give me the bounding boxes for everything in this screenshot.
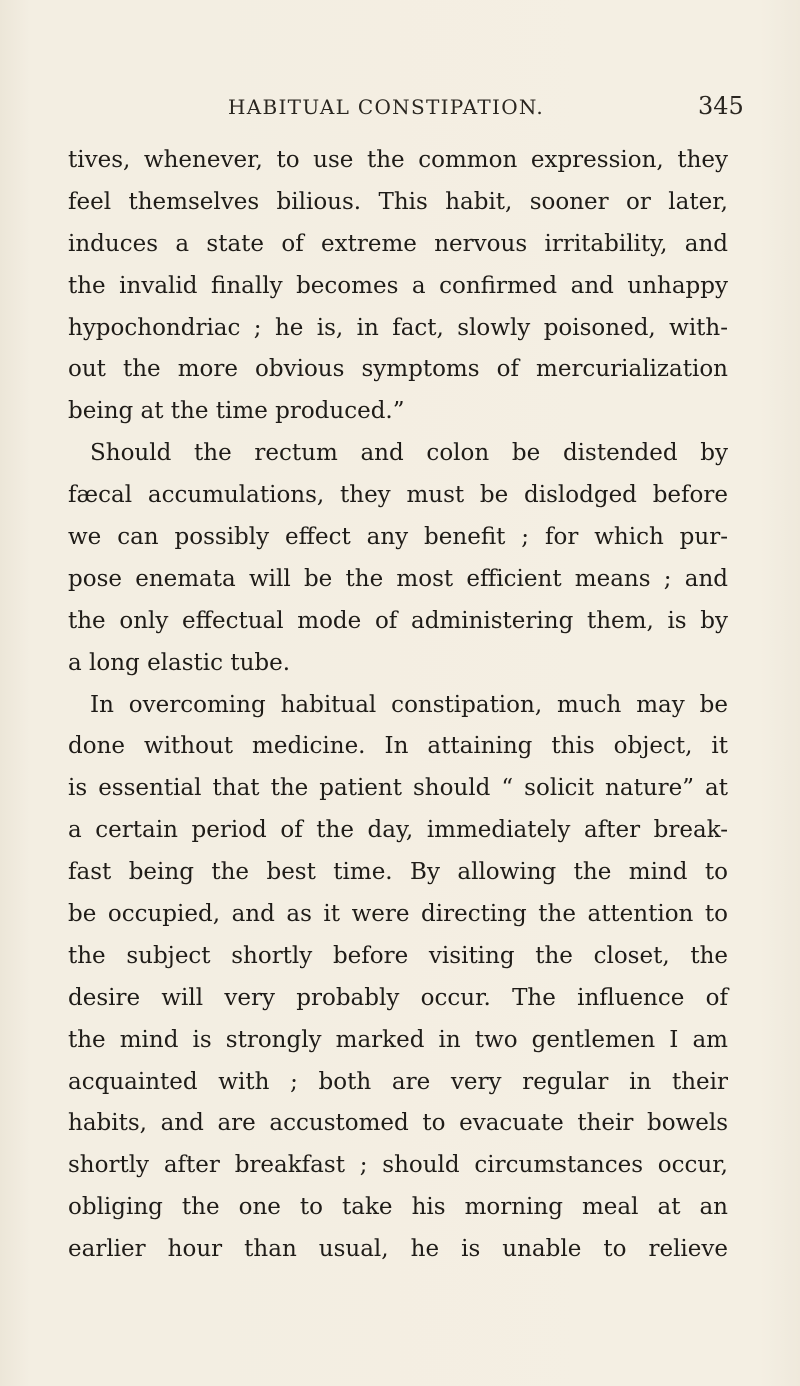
text-line: is essential that the patient should “ solicit nature” at (68, 775, 728, 802)
text-line: the subject shortly before visiting the closet, the (68, 942, 728, 969)
text-line: induces a state of extreme nervous irritability, and (68, 230, 728, 257)
text-line: being at the time produced.” (68, 398, 405, 425)
body-text (68, 140, 728, 1271)
text-line: a long elastic tube. (68, 649, 291, 676)
text-line: done without medicine. In attaining this object, it (68, 733, 728, 760)
text-line: the invalid finally becomes a confirmed and unhappy (68, 272, 728, 299)
text-line: hypochondriac ; he is, in fact, slowly poisoned, with- (68, 314, 728, 341)
text-line: a certain period of the day, immediately after break- (68, 817, 728, 844)
text-line: earlier hour than usual, he is unable to relieve (68, 1236, 728, 1263)
text-line: habits, and are accustomed to evacuate their bowels (68, 1110, 728, 1137)
text-line: the only effectual mode of administering them, is by (68, 607, 728, 634)
page-number: 345 (698, 92, 744, 120)
text-line: shortly after breakfast ; should circumstances occur, (68, 1152, 728, 1179)
text-line: we can possibly effect any benefit ; for which pur- (68, 524, 728, 551)
text-line: out the more obvious symptoms of mercurialization (68, 356, 728, 383)
text-line: acquainted with ; both are very regular in their (68, 1068, 728, 1095)
text-line: the mind is strongly marked in two gentlemen I am (68, 1026, 728, 1053)
text-line: desire will very probably occur. The influence of (68, 984, 728, 1011)
text-line: In overcoming habitual constipation, much may be (90, 691, 728, 718)
text-line: fast being the best time. By allowing the mind to (68, 859, 728, 886)
text-line: tives, whenever, to use the common expression, they (68, 147, 728, 173)
text-line: obliging the one to take his morning meal at an (68, 1194, 728, 1221)
running-title: HABITUAL CONSTIPATION. (228, 95, 545, 119)
text-line: pose enemata will be the most efficient means ; and (68, 565, 728, 592)
text-line: fæcal accumulations, they must be dislodged before (68, 482, 728, 509)
text-line: Should the rectum and colon be distended by (90, 440, 728, 467)
text-line: feel themselves bilious. This habit, sooner or later, (68, 188, 728, 215)
text-line: be occupied, and as it were directing the attention to (68, 901, 728, 928)
